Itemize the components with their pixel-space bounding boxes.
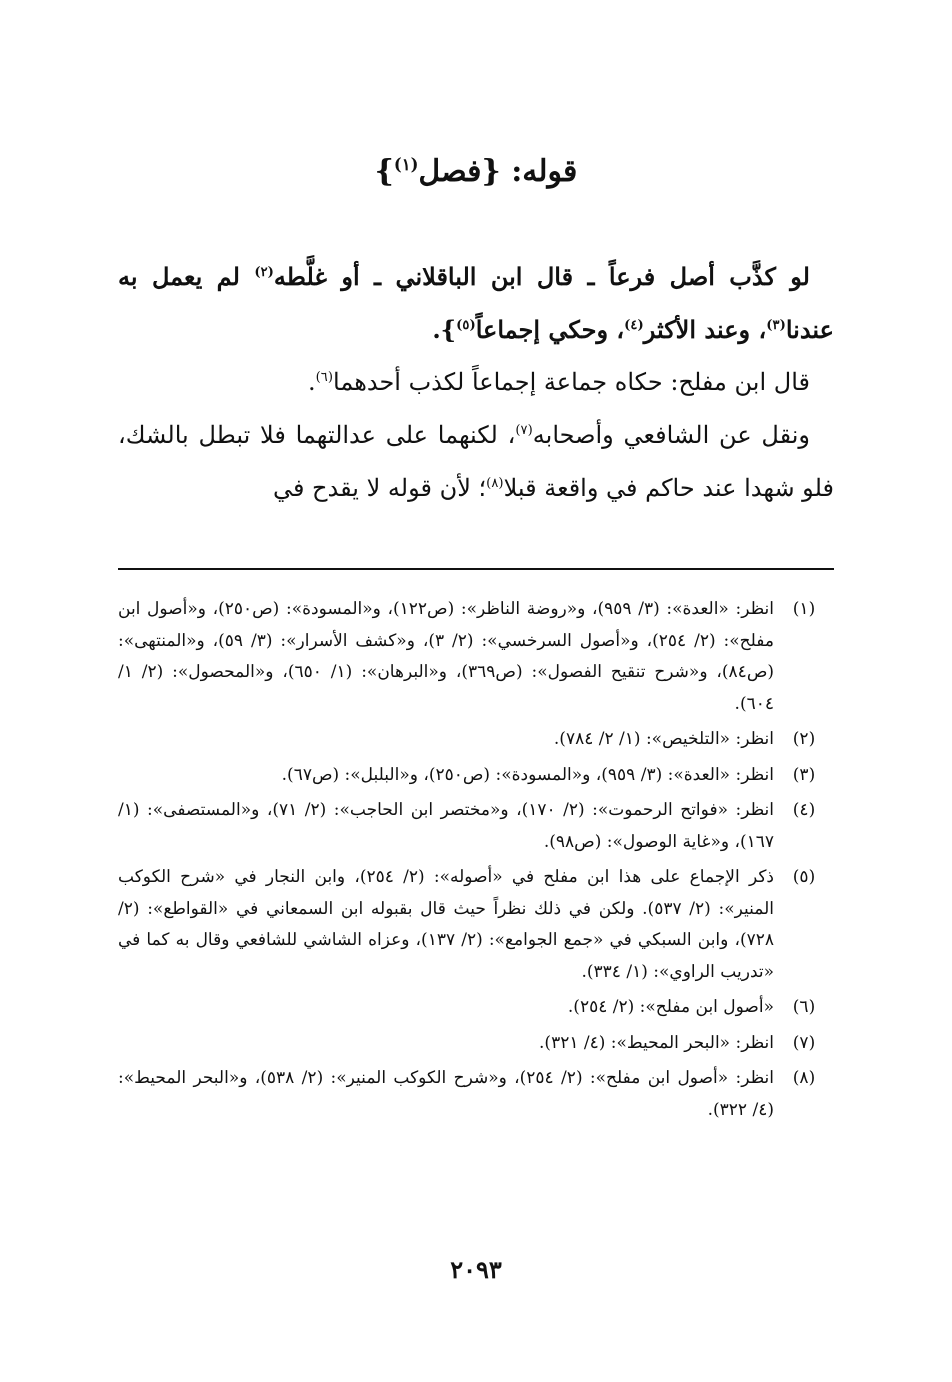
footnote-item	[118, 594, 834, 720]
footnote-text: انظر: «فواتح الرحموت»: (٢/ ١٧٠)، و«مختصر ابن الحاجب»: (٢/ ٧١)، و«المستصفى»: (١/ ١٦٧)، و«غاية الوصول»: (ص٩٨).	[118, 800, 775, 852]
text-run: ، لكنهما على عدالتهما فلا تبطل بالشك، فلو شهدا عند حاكم في واقعة قبلا	[118, 421, 834, 502]
footnote-text: انظر: «العدة»: (٣/ ٩٥٩)، و«المسودة»: (ص٢٥٠)، و«البلبل»: (ص٦٧).	[281, 764, 774, 785]
footnote-number: (١)	[792, 599, 816, 619]
footnote-number: (٣)	[792, 764, 816, 785]
footnote-item	[118, 992, 834, 1024]
footnote-ref: (٧)	[515, 423, 533, 438]
footnote-number: (٢)	[792, 729, 816, 749]
paragraph-matn	[118, 250, 834, 356]
footnote-text: انظر: «أصول ابن مفلح»: (٢/ ٢٥٤)، و«شرح الكوكب المنير»: (٢/ ٥٣٨)، و«البحر المحيط»: (٤/ ٣٢٢).	[118, 1068, 775, 1120]
footnote-ref: (٦)	[315, 370, 334, 385]
footnote-text: انظر: «التلخيص»: (١/ ٢/ ٧٨٤).	[553, 729, 774, 749]
paragraph-commentary-1	[118, 356, 834, 409]
footnote-ref: (٥)	[456, 318, 476, 333]
footnote-item	[118, 795, 834, 858]
heading-footnote-ref: (١)	[393, 155, 419, 174]
text-run: ؛ لأن قوله لا يقدح في	[272, 474, 487, 502]
heading-close-brace: }	[374, 154, 394, 189]
footnote-item	[118, 724, 834, 756]
footnote-ref: (٢)	[254, 265, 274, 280]
text-run: ، وحكي إجماعاً	[475, 315, 625, 344]
heading-text: قوله: {فصل	[418, 154, 578, 189]
text-run: }.	[432, 315, 457, 344]
footnote-text: «أصول ابن مفلح»: (٢/ ٢٥٤).	[567, 997, 774, 1017]
footnote-item	[118, 862, 834, 988]
footnote-ref: (٨)	[486, 476, 504, 491]
main-text	[118, 250, 834, 515]
text-run: ونقل عن الشافعي وأصحابه	[532, 421, 810, 449]
footnote-item	[118, 1063, 834, 1126]
footnote-number: (٧)	[792, 1032, 816, 1053]
footnote-item	[118, 1028, 834, 1060]
footnote-text: انظر: «البحر المحيط»: (٤/ ٣٢١).	[539, 1032, 774, 1053]
footnote-ref: (٣)	[766, 318, 786, 333]
footnote-text: انظر: «العدة»: (٣/ ٩٥٩)، و«روضة الناظر»: (ص١٢٢)، و«المسودة»: (ص٢٥٠)، و«أصول ابن مفلح»: (٢/ ٢٥٤)، و«أصول السرخسي»: (٢/ ٣)، و«كشف الأسرار»: (٣/ ٥٩)، و«المنتهى»: (ص٨٤)، و«شرح تنقيح الفصول»: (ص٣٦٩)، و«البرهان»: (١/ ٦٥٠)، و«المحصول»: (٢/ ١/ ٦٠٤).	[118, 599, 774, 714]
footnote-text: ذكر الإجماع على هذا ابن مفلح في «أصوله»: (٢/ ٢٥٤)، وابن النجار في «شرح الكوكب المنير»: (٢/ ٥٣٧). ولكن في ذلك نظراً حيث قال بقبوله ابن السمعاني في «القواطع»: (٢/ ٧٢٨)، وابن السبكي في «جمع الجوامع»: (٢/ ١٣٧)، وعزاه الشاشي للشافعي وقال به كما في «تدريب الراوي»: (١/ ٣٣٤).	[118, 867, 775, 982]
footnote-item	[118, 760, 834, 792]
footnote-number: (٥)	[792, 867, 816, 887]
footnote-ref: (٤)	[624, 318, 644, 333]
text-run: لو كذَّب أصل فرعاً ـ قال ابن الباقلاني ـ أو غلَّطه	[273, 262, 810, 291]
text-run: قال ابن مفلح: حكاه جماعة إجماعاً لكذب أحدهما	[333, 368, 810, 396]
text-run: لم يعمل به عندنا	[118, 262, 834, 344]
footnotes	[118, 594, 834, 1130]
page-number: ٢٠٩٣	[450, 1255, 502, 1284]
footnote-number: (٤)	[792, 800, 816, 820]
text-run: .	[307, 368, 316, 396]
text-run: ، وعند الأكثر	[643, 315, 767, 344]
paragraph-commentary-2	[118, 409, 834, 515]
footnote-separator	[118, 568, 834, 570]
footnote-number: (٦)	[792, 997, 816, 1017]
section-heading	[130, 150, 822, 194]
footnote-number: (٨)	[792, 1068, 816, 1088]
